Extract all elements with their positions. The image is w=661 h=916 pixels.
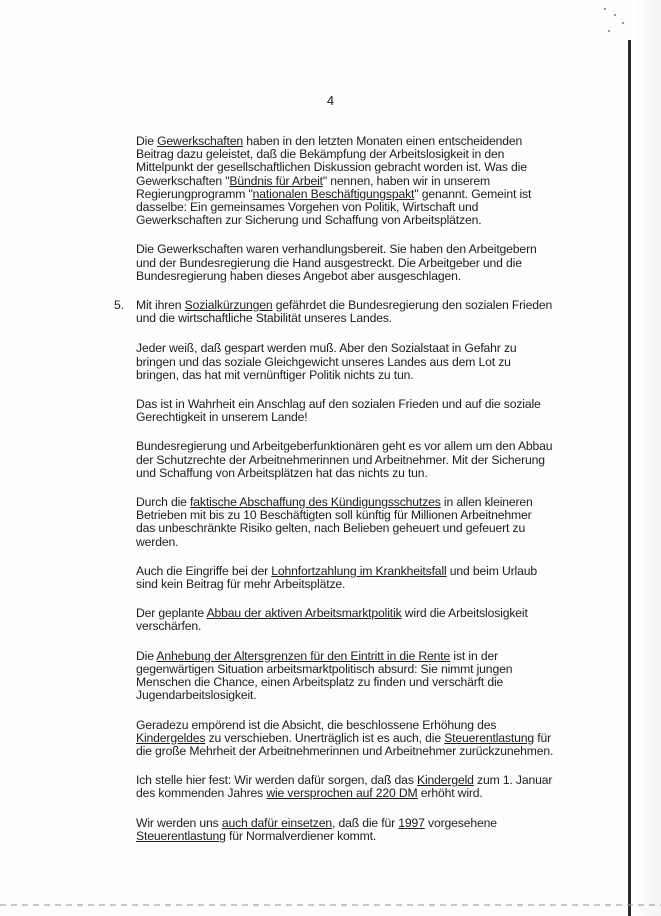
- paragraph-steuerentlastung: Wir werden uns auch dafür einsetzen, daß die für 1997 vorgesehene Steuerentlastung für Normalverdiener kommt.: [136, 815, 497, 843]
- underlined-term: Abbau der aktiven Arbeitsmarktpolitik: [206, 606, 402, 621]
- paragraph-schutzrechte: Bundesregierung und Arbeitgeberfunktionären geht es vor allem um den Abbau der Schutzrechte der Arbeitnehmerinnen und Arbeitnehmer. Mit der Sicherung und Schaffung von Arbeitsplätzen hat das nichts zu tun.: [136, 439, 553, 480]
- underlined-term: Lohnfortzahlung im Krankheitsfall: [271, 563, 447, 578]
- scan-speck: [604, 8, 606, 10]
- underlined-term: Anhebung der Altersgrenzen für den Eintritt in die Rente: [156, 648, 451, 663]
- list-item-5: 5. Mit ihren Sozialkürzungen gefährdet die Bundesregierung den sozialen Frieden und die wirtschaftliche Stabilität unseres Landes.: [114, 298, 553, 326]
- body-text: [114, 134, 554, 859]
- scan-speck: [608, 30, 610, 32]
- paragraph-feststellung: Ich stelle hier fest: Wir werden dafür sorgen, daß das Kindergeld zum 1. Januar des kommenden Jahres wie versprochen auf 220 DM erhöht wird.: [136, 773, 553, 801]
- paragraph-kindergeld-erhoehung: Geradezu empörend ist die Absicht, die beschlossene Erhöhung des Kindergeldes zu verschieben. Unerträglich ist es auch, die Steuerentlastung für die große Mehrheit der Arbeitnehmerinnen und Arbeitnehmer zurückzunehmen.: [136, 717, 554, 758]
- page-number: 4: [326, 93, 335, 108]
- scan-speck: [622, 22, 624, 24]
- paragraph-anschlag: Das ist in Wahrheit ein Anschlag auf den sozialen Frieden und auf die soziale Gerechtigkeit in unserem Lande!: [136, 397, 541, 425]
- paragraph-gewerkschaften: Die Gewerkschaften haben in den letzten Monaten einen entscheidenden Beitrag dazu geleistet, daß die Bekämpfung der Arbeitslosigkeit in den Mittelpunkt der gesellschaftlichen Diskussion gebracht worden ist. Was die Gewerkschaften "Bündnis für Arbeit" nennen, haben wir in unserem Regierungprogramm "nationalen Beschäftigungspakt" genannt. Gemeint ist dasselbe: Ein gemeinsames Vorgehen von Politik, Wirtschaft und Gewerkschaften zur Sicherung und Schaffung von Arbeitsplätzen.: [136, 134, 532, 228]
- underlined-term: nationalen Beschäftigungspakt: [252, 186, 415, 201]
- paragraph-arbeitsmarktpolitik: Der geplante Abbau der aktiven Arbeitsmarktpolitik wird die Arbeitslosigkeit verschärfen.: [136, 606, 528, 634]
- paragraph-verhandlungsbereit: Die Gewerkschaften waren verhandlungsbereit. Sie haben den Arbeitgebern und der Bundesregierung die Hand ausgestreckt. Die Arbeitgeber und die Bundesregierung haben dieses Angebot aber ausgeschlagen.: [136, 242, 537, 283]
- underlined-term: Gewerkschaften: [157, 134, 244, 148]
- list-number: 5.: [114, 298, 124, 313]
- underlined-term: Bündnis für Arbeit: [229, 173, 323, 188]
- scan-shadow-right: [631, 0, 661, 916]
- underlined-term: Sozialkürzungen: [184, 298, 273, 313]
- paragraph-kuendigungsschutz: Durch die faktische Abschaffung des Kündigungsschutzes in allen kleineren Betrieben mit bis zu 10 Beschäftigten soll künftig für Millionen Arbeitnehmer das unbeschränkte Risiko gelten, nach Belieben geheuert und gefeuert zu werden.: [136, 495, 533, 549]
- paragraph-gespart: Jeder weiß, daß gespart werden muß. Aber den Sozialstaat in Gefahr zu bringen und das soziale Gleichgewicht unseres Landes aus dem Lot zu bringen, das hat mit vernünftiger Politik nichts zu tun.: [136, 341, 517, 382]
- scan-speck: [614, 14, 616, 16]
- underlined-term: Steuerentlastung: [136, 828, 226, 843]
- scan-edge-bottom: [0, 904, 661, 906]
- underlined-term: auch dafür einsetzen: [221, 815, 332, 830]
- underlined-term: Kindergeld: [417, 773, 474, 788]
- paragraph-altersgrenzen: Die Anhebung der Altersgrenzen für den Eintritt in die Rente ist in der gegenwärtigen Situation arbeitsmarktpolitisch absurd: Sie nimmt jungen Menschen die Chance, einen Arbeitsplatz zu finden und verschärft die Jugendarbeitslosigkeit.: [136, 648, 513, 703]
- underlined-term: Kindergeldes: [136, 730, 206, 745]
- underlined-term: wie versprochen auf 220 DM: [266, 786, 418, 801]
- paragraph-lohnfortzahlung: Auch die Eingriffe bei der Lohnfortzahlung im Krankheitsfall und beim Urlaub sind kein Beitrag für mehr Arbeitsplätze.: [136, 563, 537, 592]
- underlined-term: 1997: [398, 815, 425, 830]
- scan-edge-right: [628, 40, 631, 916]
- underlined-term: Steuerentlastung: [444, 730, 534, 745]
- underlined-term: faktische Abschaffung des Kündigungsschutzes: [190, 495, 441, 510]
